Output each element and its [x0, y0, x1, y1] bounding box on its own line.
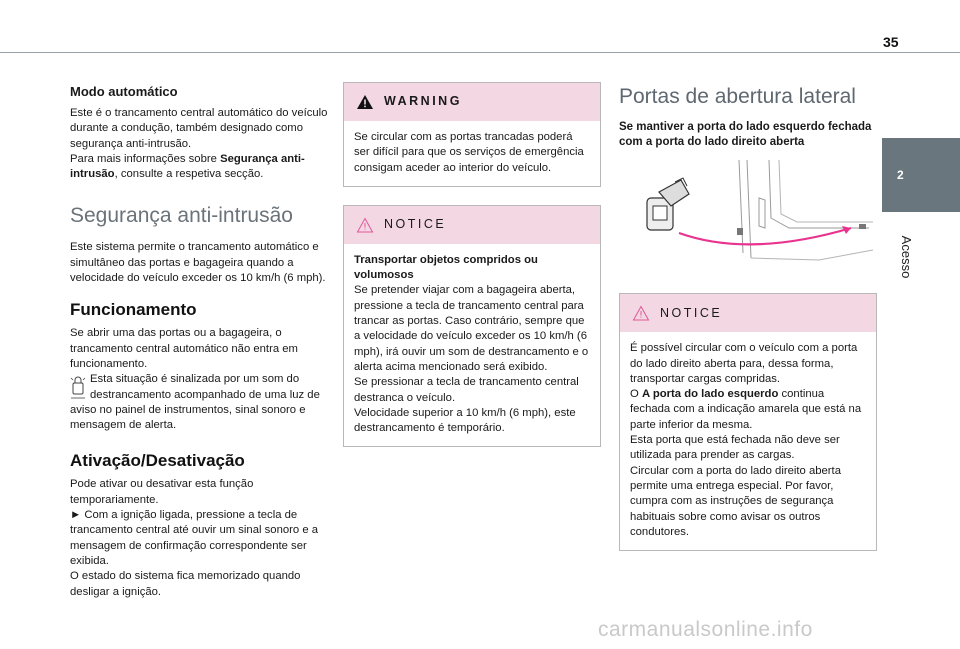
notice-label-cargo: NOTICE	[384, 217, 447, 232]
chapter-label: Acesso	[899, 235, 915, 279]
security-text: Este sistema permite o trancamento automático e simultâneo das portas e bagageira quando a velocidade do veículo exceder os 10 km/h (6 mph).	[70, 241, 326, 285]
chapter-number: 2	[897, 168, 904, 182]
latch-detail-icon	[647, 178, 689, 230]
notice-label-doors: NOTICE	[660, 305, 723, 320]
page-number: 35	[883, 34, 899, 50]
notice-body-doors	[620, 332, 876, 550]
security-title: Segurança anti-intrusão	[70, 204, 293, 228]
notice-text-cargo-1: Se pretender viajar com a bagageira aberta, pressione a tecla de trancamento central para trancar as portas. Caso contrário, sempre que a velocidade do veículo exceder os 10 km/h (6 mph), irá ouvir um som de destrancamento e o alerta acima mencionado será exibido.	[354, 284, 589, 373]
notice-text-cargo-2: Se pressionar a tecla de trancamento central destranca o veículo.	[354, 376, 579, 404]
notice-box-cargo	[343, 205, 601, 448]
notice-title-cargo: Transportar objetos compridos ou volumosos	[354, 253, 538, 282]
function-icon-text-block: Esta situação é sinalizada por um som do destrancamento acompanhado de uma luz de aviso no painel de instrumentos, sinal sonoro e mensagem de alerta.	[70, 373, 320, 432]
column-left	[70, 84, 332, 600]
function-text: Se abrir uma das portas ou a bagageira, o trancamento central automático não entra em funcionamento.	[70, 327, 298, 370]
activation-title: Ativação/Desativação	[70, 451, 245, 471]
notice-text-doors-4: Circular com a porta do lado direito aberta permite uma entrega especial. Por favor, cumpra com as instruções de segurança habituais sobre como avisar os outros condutores.	[630, 464, 841, 538]
notice-header-doors	[620, 294, 876, 332]
chapter-tab[interactable]	[882, 138, 960, 212]
notice-triangle-icon	[356, 217, 374, 233]
watermark: carmanualsonline.info	[598, 618, 813, 641]
function-title: Funcionamento	[70, 300, 197, 320]
notice-text-doors-2: O A porta do lado esquerdo continua fechada com a indicação amarela que está na parte inferior da mesma.	[630, 388, 862, 431]
column-middle	[343, 82, 601, 465]
door-illustration	[619, 158, 877, 268]
notice-triangle-icon	[632, 305, 650, 321]
side-doors-lead: Se mantiver a porta do lado esquerdo fechada com a porta do lado direito aberta	[619, 121, 872, 148]
activation-text-2: ► Com a ignição ligada, pressione a tecla de trancamento central até ouvir um sinal sonoro e a mensagem de confirmação correspondente ser exibida.	[70, 509, 319, 567]
side-doors-title: Portas de abertura lateral	[619, 85, 856, 108]
activation-text-3: O estado do sistema fica memorizado quando desligar a ignição.	[70, 570, 301, 598]
warning-label: WARNING	[384, 94, 462, 109]
auto-mode-link: Segurança anti-intrusão	[70, 152, 305, 181]
notice-box-doors	[619, 293, 877, 551]
auto-mode-text: Este é o trancamento central automático do veículo durante a condução, também designado como segurança anti-intrusão.	[70, 107, 328, 150]
warning-triangle-icon	[356, 94, 374, 110]
warning-body: Se circular com as portas trancadas poderá ser difícil para que os serviços de emergência consigam aceder ao interior do veículo.	[354, 131, 584, 174]
notice-text-doors-3: Esta porta que está fechada não deve ser utilizada para prender as cargas.	[630, 434, 840, 462]
warning-box	[343, 82, 601, 187]
header-rule	[0, 52, 960, 53]
lock-warning-icon	[70, 374, 86, 402]
notice-body-cargo	[344, 244, 600, 447]
notice-text-cargo-3: Velocidade superior a 10 km/h (6 mph), este destrancamento é temporário.	[354, 406, 576, 435]
notice-header-cargo	[344, 206, 600, 244]
activation-text-1: Pode ativar ou desativar esta função temporariamente.	[70, 478, 254, 506]
auto-mode-title: Modo automático	[70, 84, 178, 99]
auto-mode-more: Para mais informações sobre Segurança anti-intrusão, consulte a respetiva secção.	[70, 152, 305, 181]
notice-text-doors-1: É possível circular com o veículo com a porta do lado direito aberta para, dessa forma, transportar cargas compridas.	[630, 342, 858, 385]
warning-header	[344, 83, 600, 121]
column-right	[619, 84, 877, 569]
